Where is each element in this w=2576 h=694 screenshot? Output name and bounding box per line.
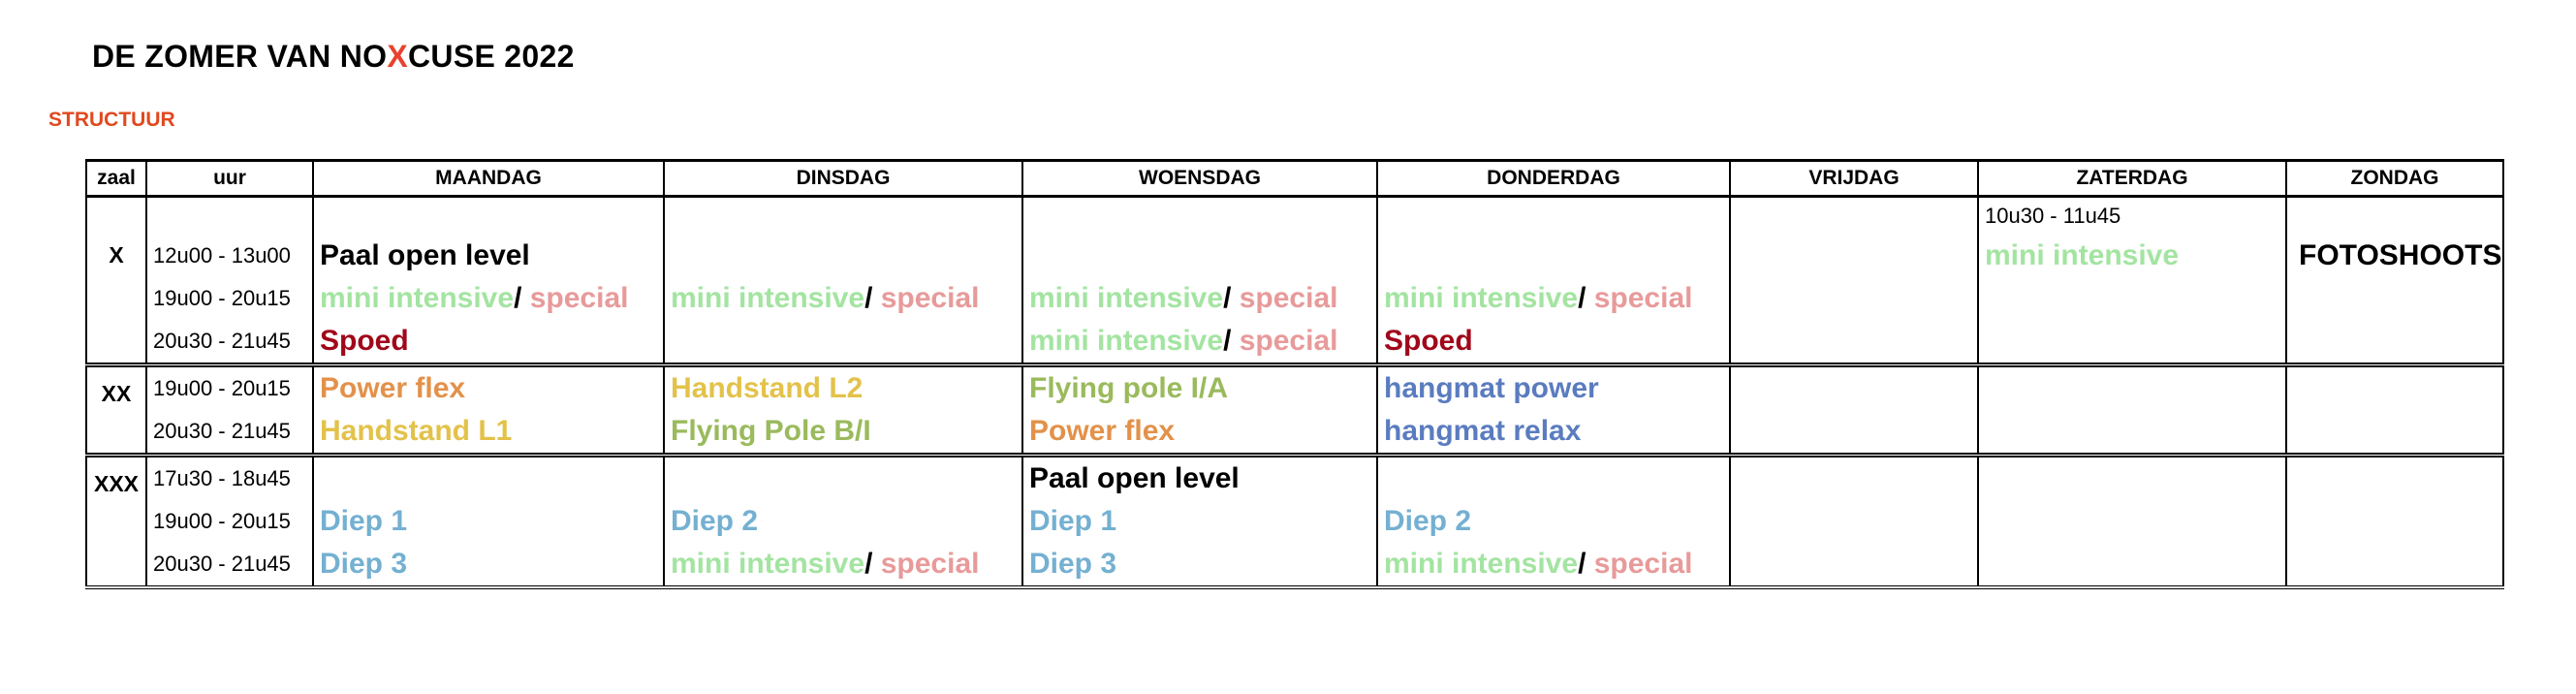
class-diep-1: Diep 1 <box>1029 505 1117 537</box>
cell-donderdag <box>1377 197 1730 365</box>
time-slot: 19u00 - 20u15 <box>153 509 291 533</box>
class-spoed: Spoed <box>320 325 409 357</box>
cell-donderdag <box>1377 365 1730 456</box>
class-power-flex: Power flex <box>320 372 466 404</box>
class-power-flex: Power flex <box>1029 415 1176 447</box>
time-slot: 19u00 - 20u15 <box>153 286 291 310</box>
col-header-dinsdag: DINSDAG <box>664 161 1022 197</box>
page-title: DE ZOMER VAN NOXCUSE 2022 <box>92 39 575 74</box>
class-handstand-l1: Handstand L1 <box>320 415 513 447</box>
col-header-zondag: ZONDAG <box>2286 161 2503 197</box>
col-header-zaal: zaal <box>86 161 146 197</box>
cell-zondag <box>2286 456 2503 588</box>
class-mini-intensive-special: mini intensive/ special <box>1029 282 1338 314</box>
time-cell <box>146 456 313 588</box>
time-slot: 20u30 - 21u45 <box>153 329 291 353</box>
class-diep-3: Diep 3 <box>320 548 408 580</box>
class-flying-pole-bi: Flying Pole B/I <box>671 415 871 447</box>
header-row <box>86 161 2503 197</box>
time-slot: 10u30 - 11u45 <box>1985 204 2121 228</box>
class-paal-open-level: Paal open level <box>1029 462 1240 494</box>
cell-dinsdag <box>664 197 1022 365</box>
class-mini-intensive-special: mini intensive/ special <box>671 548 980 580</box>
cell-vrijdag <box>1730 197 1978 365</box>
class-paal-open-level: Paal open level <box>320 239 530 271</box>
class-mini-intensive: mini intensive <box>1985 239 2180 271</box>
cell-zaterdag <box>1978 456 2286 588</box>
cell-zaterdag <box>1978 365 2286 456</box>
cell-woensdag <box>1022 456 1377 588</box>
time-cell <box>146 197 313 365</box>
time-slot: 20u30 - 21u45 <box>153 552 291 576</box>
class-diep-2: Diep 2 <box>671 505 759 537</box>
cell-woensdag <box>1022 197 1377 365</box>
class-mini-intensive-special: mini intensive/ special <box>1029 325 1338 357</box>
cell-dinsdag <box>664 456 1022 588</box>
zaal-row-x <box>86 197 2503 365</box>
schedule-table <box>85 159 2504 589</box>
class-hangmat-relax: hangmat relax <box>1384 415 1582 447</box>
col-header-maandag: MAANDAG <box>313 161 664 197</box>
class-diep-3: Diep 3 <box>1029 548 1117 580</box>
class-spoed: Spoed <box>1384 325 1473 357</box>
title-x-accent: X <box>387 39 409 74</box>
zaal-row-xx <box>86 365 2503 456</box>
class-fotoshoots: FOTOSHOOTS <box>2299 239 2502 271</box>
zaal-label: XX <box>86 365 146 456</box>
time-slot: 17u30 - 18u45 <box>153 466 291 490</box>
zaal-label: X <box>86 197 146 365</box>
class-handstand-l2: Handstand L2 <box>671 372 864 404</box>
time-slot: 12u00 - 13u00 <box>153 243 291 268</box>
zaal-label: XXX <box>86 456 146 588</box>
class-mini-intensive-special: mini intensive/ special <box>1384 548 1693 580</box>
time-slot: 20u30 - 21u45 <box>153 419 291 443</box>
col-header-woensdag: WOENSDAG <box>1022 161 1377 197</box>
cell-maandag <box>313 197 664 365</box>
cell-zondag <box>2286 365 2503 456</box>
col-header-uur: uur <box>146 161 313 197</box>
cell-maandag <box>313 365 664 456</box>
class-diep-2: Diep 2 <box>1384 505 1472 537</box>
col-header-vrijdag: VRIJDAG <box>1730 161 1978 197</box>
class-mini-intensive-special: mini intensive/ special <box>320 282 629 314</box>
cell-maandag <box>313 456 664 588</box>
cell-zaterdag <box>1978 197 2286 365</box>
class-hangmat-power: hangmat power <box>1384 372 1599 404</box>
col-header-zaterdag: ZATERDAG <box>1978 161 2286 197</box>
zaal-row-xxx <box>86 456 2503 588</box>
cell-vrijdag <box>1730 365 1978 456</box>
class-mini-intensive-special: mini intensive/ special <box>671 282 980 314</box>
class-mini-intensive-special: mini intensive/ special <box>1384 282 1693 314</box>
col-header-donderdag: DONDERDAG <box>1377 161 1730 197</box>
cell-woensdag <box>1022 365 1377 456</box>
time-cell <box>146 365 313 456</box>
time-slot: 19u00 - 20u15 <box>153 376 291 400</box>
class-diep-1: Diep 1 <box>320 505 408 537</box>
cell-dinsdag <box>664 365 1022 456</box>
cell-zondag <box>2286 197 2503 365</box>
cell-vrijdag <box>1730 456 1978 588</box>
page-subtitle: STRUCTUUR <box>48 109 175 131</box>
class-flying-pole-ia: Flying pole I/A <box>1029 372 1229 404</box>
cell-donderdag <box>1377 456 1730 588</box>
